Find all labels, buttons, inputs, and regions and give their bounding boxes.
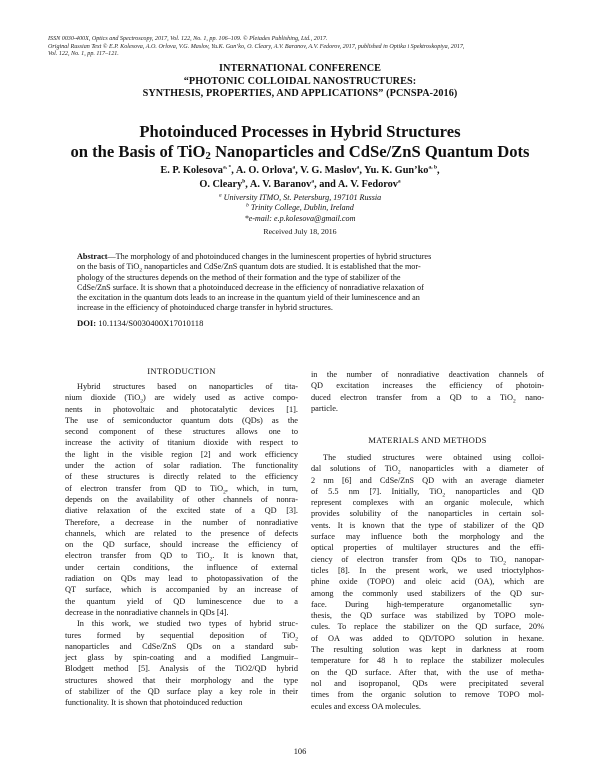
journal-header xyxy=(48,36,560,59)
text-line: radiation on QDs may lead to photopassivation of the xyxy=(65,574,298,584)
text-line: surface may influence both the morphology and the xyxy=(311,532,544,542)
text-line: decrease in the nonradiative channels in QDs [4]. xyxy=(65,607,229,617)
abstract-line: the excitation in the quantum dots leads to an increase in the quantum yield of their luminescence and an xyxy=(77,293,420,302)
doi-value: 10.1134/S0030400X17010118 xyxy=(96,318,204,328)
conference-line: INTERNATIONAL CONFERENCE xyxy=(218,63,382,74)
text-line: second component of these structures allows one to xyxy=(65,427,298,437)
text-line: The studied structures were obtained using colloi- xyxy=(323,453,544,462)
abstract-line: phology of the structures depends on the method of their formation and the type of stabilizer of the xyxy=(77,272,401,282)
paragraph xyxy=(65,618,298,708)
text-line: increase the activity of titanium dioxide with respect to xyxy=(65,438,298,448)
text-line: face. During high-temperature organometallic syn- xyxy=(311,599,544,609)
author: O. Cleary xyxy=(199,178,243,190)
conference-line: SYNTHESIS, PROPERTIES, AND APPLICATIONS” (PCNSPA-2016) xyxy=(142,88,458,99)
text-line: of stabilizer of the QD surface play a key role in their xyxy=(65,687,298,697)
section-heading-introduction: INTRODUCTION xyxy=(147,366,216,376)
text-line: 2 nm [6] and CdSe/ZnS QD with an average diameter xyxy=(311,475,544,485)
abstract-label: Abstract xyxy=(77,252,108,261)
email-address: *e-mail: e.p.kolesova@gmail.com xyxy=(244,213,356,223)
text-line: under certain conditions, the influence of external xyxy=(65,562,298,572)
text-line: thesis, the QD surface was stabilized by TOPO mole- xyxy=(311,611,544,621)
text-line: Therefore, a decrease in the number of nonradiative xyxy=(65,517,298,527)
conference-title xyxy=(40,63,560,101)
text-line: among the commonly used stabilizers of the QD sur- xyxy=(311,588,544,598)
text-line: the light in the visible region [2] and work efficiency xyxy=(65,449,298,459)
text-line: electron transfer from QD to TiO$_2$. It is known that, xyxy=(65,551,298,564)
text-line: nol and isopropanol, QDs were precipitated several xyxy=(311,678,544,688)
text-line: QT surface, which is accompanied by an increase of xyxy=(65,585,298,595)
text-line: times from the organic solution to remove TOPO mol- xyxy=(311,690,544,700)
text-line: tures formed by sequential deposition of TiO$_2$ xyxy=(65,630,298,643)
author: A. O. Orlova xyxy=(235,165,293,176)
text-line: The resulting solution was kept in darkness at room xyxy=(311,645,544,655)
text-line: in the number of nonradiative deactivation channels of xyxy=(311,370,544,379)
abstract-line: increase in the efficiency of photoinduced charge transfer in hybrid structures. xyxy=(77,303,333,313)
text-line: nanoparticles and CdSe/ZnS QDs on a standard sub- xyxy=(65,641,298,651)
author: E. P. Kolesova xyxy=(160,165,223,176)
title-line: Photoinduced Processes in Hybrid Structures xyxy=(139,122,461,141)
text-line: diative relaxation of the excited state of a QD [3]. xyxy=(65,506,298,516)
text-line: Hybrid structures based on nanoparticles of tita- xyxy=(77,382,298,391)
title-line: on the Basis of TiO$_2$ Nanoparticles and CdSe/ZnS Quantum Dots xyxy=(70,141,530,162)
paragraph xyxy=(311,452,544,712)
text-line: functionality. It is shown that photoinduced reduction xyxy=(65,698,243,708)
left-column xyxy=(65,381,298,709)
author: A. V. Fedorov xyxy=(337,178,398,190)
text-line: ciency of electron transfer from QDs to TiO$_2$ nanopar- xyxy=(311,554,544,567)
author-line: E. P. Kolesova$^{a, *}$, A. O. Orlova$^a$, V. G. Maslov$^a$, Yu. K. Gun’ko$^{a, b}$, xyxy=(160,164,440,176)
abstract-line: CdSe/ZnS surface. It is shown that a photoinduced decrease in the efficiency of nonradiative relaxation of xyxy=(77,282,424,292)
text-line: depends on the availability of other channels of nonra- xyxy=(65,494,298,504)
text-line: under the action of solar radiation. The functionality xyxy=(65,461,298,471)
text-line: phine oxide (TOPO) and oleic acid (OA), which are xyxy=(311,577,544,587)
text-line: cules. To replace the stabilizer on the QD surface, 20% xyxy=(311,622,544,632)
paragraph xyxy=(65,381,298,618)
doi xyxy=(77,318,203,329)
text-line: particle. xyxy=(311,403,338,413)
text-line: vents. It is known that the type of stabilizer of the QD xyxy=(311,520,544,530)
affiliation: $^a$ University ITMO, St. Petersburg, 197101 Russia xyxy=(218,192,382,202)
section-heading-materials-methods: MATERIALS AND METHODS xyxy=(368,435,487,445)
journal-header-line: ISSN 0030-400X, Optics and Spectroscopy, 2017, Vol. 122, No. 1, pp. 106–109. © Pleiades Publishing, Ltd., 2017. xyxy=(48,36,328,42)
journal-header-line: Vol. 122, No. 1, pp. 117–121. xyxy=(48,51,119,58)
text-line: nium dioxide (TiO$_2$) are widely used as active compo- xyxy=(65,393,298,405)
page-number: 106 xyxy=(293,747,307,756)
text-line: the quantum yield of QD luminescence due to a xyxy=(65,596,298,606)
text-line: on the QD surface, should increase the efficiency of xyxy=(65,540,298,550)
text-line: channels, which are related to the presence of defects xyxy=(65,528,298,538)
text-line: nents in photovoltaic and photocatalytic devices [1]. xyxy=(65,404,298,414)
conference-line: “PHOTONIC COLLOIDAL NANOSTRUCTURES: xyxy=(183,75,417,87)
text-line: duced electron transfer from a QD to a TiO$_2$ nano- xyxy=(311,392,544,405)
text-line: on the QD surface. After that, with the use of metha- xyxy=(311,667,544,677)
doi-label: DOI: xyxy=(77,318,97,328)
text-line: QD excitation increases the efficiency of photoin- xyxy=(311,381,544,391)
abstract xyxy=(77,252,523,314)
received-date: Received July 18, 2016 xyxy=(263,227,337,236)
author: A. V. Baranov xyxy=(249,178,312,190)
text-line: of electron transfer from QD to TiO$_2$, which, in turn, xyxy=(65,483,298,496)
affiliation: $^b$ Trinity College, Dublin, Ireland xyxy=(246,202,354,213)
paragraph xyxy=(311,369,544,414)
text-line: of OA was added to QD/TOPO solution in hexane. xyxy=(311,633,544,643)
text-line: of these structures is directly related to the efficiency xyxy=(65,472,298,482)
abstract-line: on the basis of TiO$_2$ nanoparticles and CdSe/ZnS quantum dots are studied. It is established that the mor- xyxy=(77,262,421,274)
text-line: structures showed that their morphology and the type xyxy=(65,675,298,685)
text-line: ticles [8]. In the present work, we used trioctylphos- xyxy=(311,565,544,575)
text-line: ecules and excess OA molecules. xyxy=(311,701,421,711)
author: Yu. K. Gun’ko xyxy=(364,165,429,176)
right-column xyxy=(311,369,544,414)
text-line: of 5.5 nm [7]. Initially, TiO$_2$ nanoparticles and QD xyxy=(311,486,544,499)
text-line: In this work, we studied two types of hybrid struc- xyxy=(77,619,298,629)
text-line: Blodgett method [5]. Analysis of the TiO2/QD hybrid xyxy=(65,664,298,674)
text-line: temperature for 48 h to replace the stabilizer molecules xyxy=(311,656,544,666)
text-line: provides solubility of the nanoparticles in certain sol- xyxy=(311,509,544,519)
right-column-continued xyxy=(311,452,544,712)
text-line: optical properties of multilayer structures and the effi- xyxy=(311,543,544,553)
text-line: represent complexes with an organic molecule, which xyxy=(311,498,544,508)
journal-header-line: Original Russian Text © E.P. Kolesova, A.O. Orlova, V.G. Maslov, Yu.K. Gun’ko, O. Cleary, A.V. Baranov, A.V. Fedorov, 2017, published in Optika i Spektroskopiya, 2017, xyxy=(48,43,465,50)
text-line: dal solutions of TiO$_2$ nanoparticles with a diameter of xyxy=(311,464,544,476)
affiliations xyxy=(100,193,500,224)
author: V. G. Maslov xyxy=(300,165,357,176)
text-line: The use of semiconductor quantum dots (QDs) as the xyxy=(65,415,298,425)
abstract-line: Abstract—The morphology of and photoinduced changes in the luminescent properties of hybrid structures xyxy=(77,252,432,261)
paper-title xyxy=(40,122,560,161)
author-line: O. Cleary$^b$, A. V. Baranov$^a$, and A. V. Fedorov$^a$ xyxy=(199,178,401,190)
author-list xyxy=(60,164,540,192)
text-line: ject glass by spin-coating and a modified Langmuir– xyxy=(65,653,298,663)
